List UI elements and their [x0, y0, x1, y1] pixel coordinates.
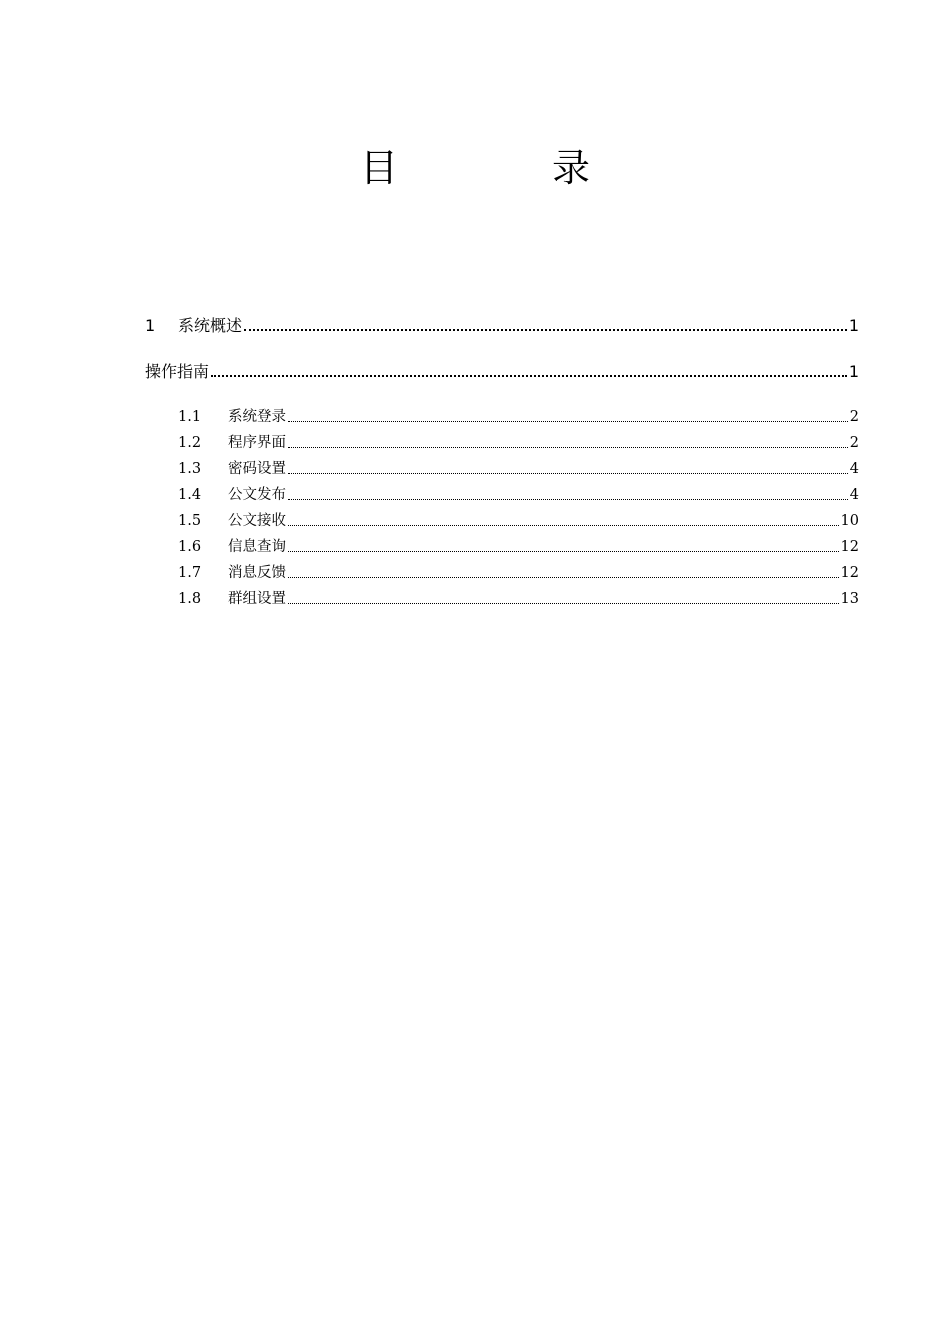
toc-entry-page: 10 — [840, 513, 859, 529]
toc-leader-dots — [288, 550, 839, 552]
toc-entry-number: 1.1 — [178, 409, 202, 425]
toc-entry-1-4[interactable] — [178, 484, 859, 506]
toc-entry-1-6[interactable] — [178, 536, 859, 558]
toc-entry-title: 信息查询 — [228, 539, 286, 555]
toc-entry-number: 1.6 — [178, 539, 202, 555]
toc-entry-operation-guide[interactable] — [145, 360, 859, 384]
toc-entry-number: 1.5 — [178, 513, 202, 529]
toc-entry-page: 2 — [849, 435, 859, 451]
toc-entry-title: 系统登录 — [228, 409, 286, 425]
toc-entry-title: 密码设置 — [228, 461, 286, 477]
toc-entry-1-8[interactable] — [178, 588, 859, 610]
toc-entry-number: 1.4 — [178, 487, 202, 503]
toc-entry-number: 1.7 — [178, 565, 202, 581]
toc-leader-dots — [211, 374, 847, 377]
toc-entry-page: 12 — [840, 539, 859, 555]
toc-entry-number: 1.8 — [178, 591, 202, 607]
toc-entry-system-overview[interactable] — [145, 314, 859, 338]
toc-entry-title: 程序界面 — [228, 435, 286, 451]
toc-entry-title: 操作指南 — [145, 362, 210, 381]
toc-entry-1-2[interactable] — [178, 432, 859, 454]
toc-entry-number: 1.3 — [178, 461, 202, 477]
toc-entry-page: 1 — [848, 362, 859, 381]
toc-entry-page: 2 — [849, 409, 859, 425]
toc-entry-1-7[interactable] — [178, 562, 859, 584]
page-title: 目 录 — [359, 146, 648, 190]
toc-entry-page: 1 — [848, 316, 859, 335]
toc-entry-title: 群组设置 — [228, 591, 286, 607]
toc-entry-page: 12 — [840, 565, 859, 581]
toc-entry-1-1[interactable] — [178, 406, 859, 428]
toc-entry-number: 1 — [145, 316, 156, 335]
toc-entry-title: 系统概述 — [178, 316, 243, 335]
toc-leader-dots — [288, 420, 848, 422]
toc-entry-1-5[interactable] — [178, 510, 859, 532]
toc-entry-title: 消息反馈 — [228, 565, 286, 581]
toc-leader-dots — [244, 328, 847, 331]
toc-entry-number: 1.2 — [178, 435, 202, 451]
toc-leader-dots — [288, 576, 839, 578]
toc-entry-title: 公文发布 — [228, 487, 286, 503]
toc-leader-dots — [288, 602, 839, 604]
toc-entry-title: 公文接收 — [228, 513, 286, 529]
toc-entry-page: 4 — [849, 487, 859, 503]
toc-leader-dots — [288, 524, 839, 526]
toc-leader-dots — [288, 498, 848, 500]
toc-leader-dots — [288, 446, 848, 448]
toc-entry-page: 13 — [840, 591, 859, 607]
toc-leader-dots — [288, 472, 848, 474]
toc-entry-page: 4 — [849, 461, 859, 477]
toc-entry-1-3[interactable] — [178, 458, 859, 480]
